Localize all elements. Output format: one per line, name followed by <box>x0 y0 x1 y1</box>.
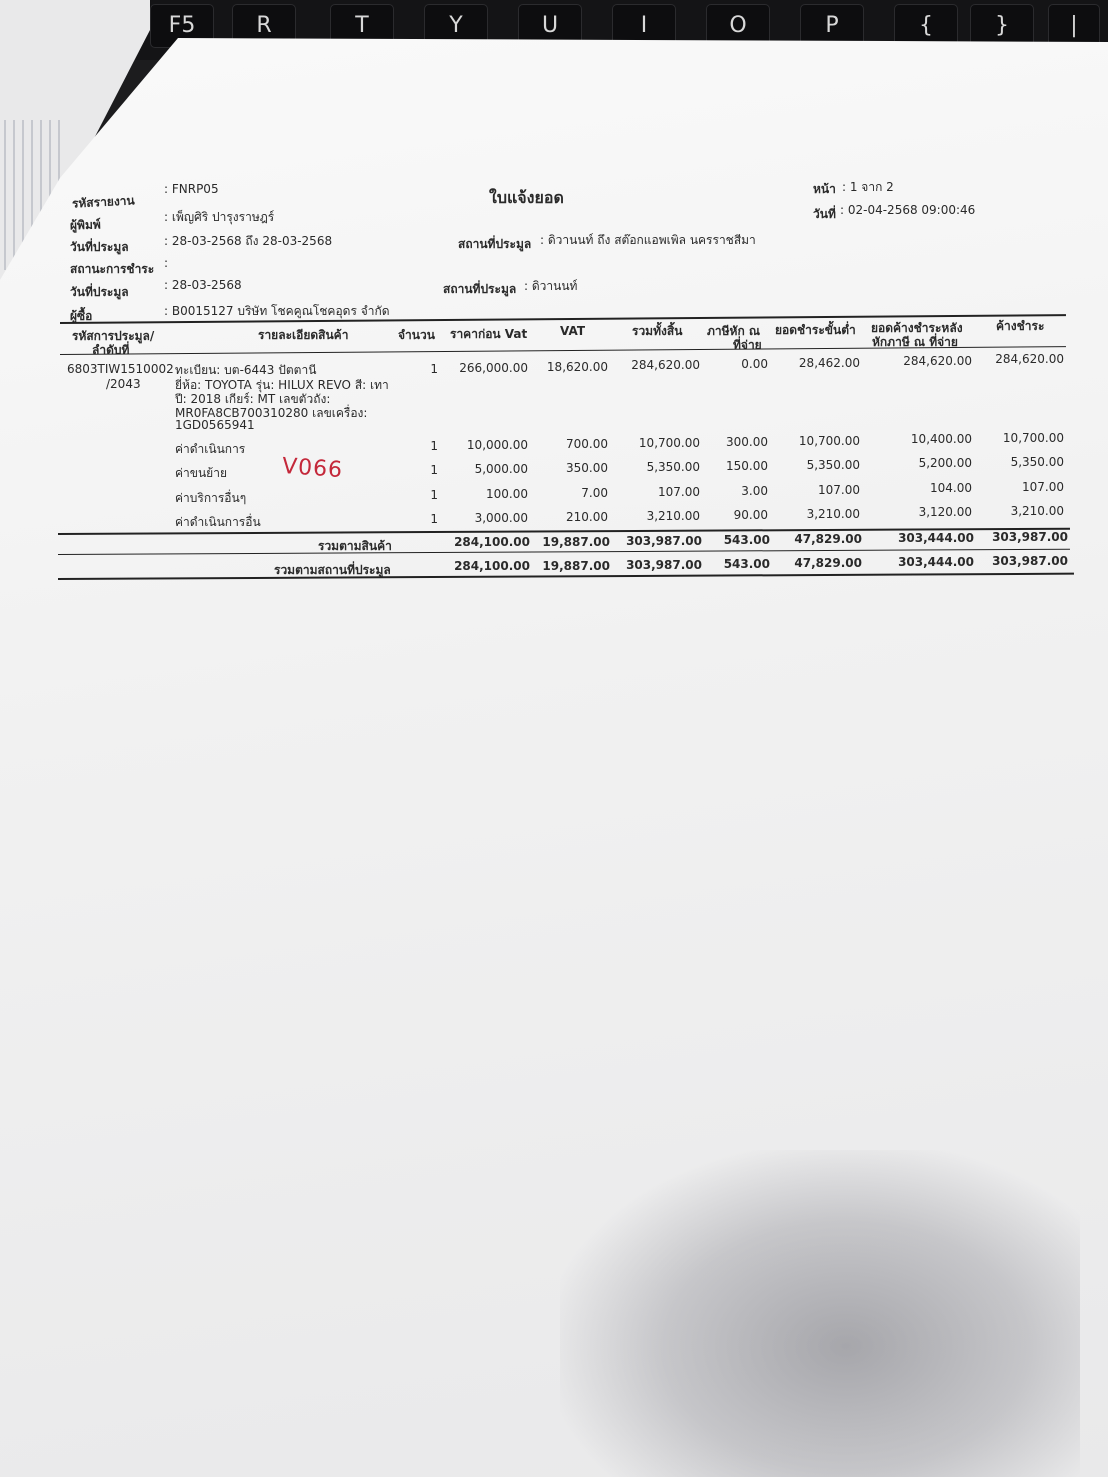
label-payment-status: สถานะการชำระ <box>70 262 155 276</box>
document-title: ใบแจ้งยอด <box>489 188 564 207</box>
label-report-code: รหัสรายงาน <box>71 193 136 211</box>
row-outstanding: 284,620.00 <box>995 352 1064 366</box>
vehicle-chassis: MR0FA8CB700310280 เลขเครื่อง: <box>175 406 368 420</box>
subtotal-venue-outstanding: 303,987.00 <box>992 554 1068 568</box>
row-balance-after: 284,620.00 <box>903 354 972 368</box>
row-min-payment: 10,700.00 <box>798 434 860 448</box>
lot-seq: /2043 <box>106 377 141 391</box>
vehicle-engine: 1GD0565941 <box>175 418 255 432</box>
table-bottom-rule <box>58 573 1074 580</box>
subtotal-product-label: รวมตามสินค้า <box>318 539 392 553</box>
row-total: 3,210.00 <box>646 509 700 523</box>
value-buyer: : B0015127 บริษัท โชคคูณโชคอุดร จำกัด <box>164 304 390 318</box>
row-quantity: 1 <box>430 463 438 477</box>
keyboard-key: } <box>970 4 1034 48</box>
subtotal-venue-total: 303,987.00 <box>626 558 702 572</box>
vehicle-year-gear: ปี: 2018 เกียร์: MT เลขตัวถัง: <box>175 392 331 406</box>
value-venue-range: : ดิวานนท์ ถึง สต๊อกแอพเพิล นครราชสีมา <box>540 233 756 247</box>
keyboard-key: | <box>1048 4 1100 48</box>
row-outstanding: 107.00 <box>1022 480 1064 494</box>
row-quantity: 1 <box>430 512 438 526</box>
header-pre-vat: ราคาก่อน Vat <box>450 327 528 341</box>
row-outstanding: 10,700.00 <box>1002 431 1064 445</box>
subtotal-product-total: 303,987.00 <box>626 534 702 548</box>
row-outstanding: 5,350.00 <box>1010 455 1064 469</box>
vehicle-registration: ทะเบียน: บต-6443 ปัตตานี <box>175 363 317 377</box>
lot-code: 6803TIW1510002 <box>67 362 174 376</box>
subtotal-venue-withholding: 543.00 <box>723 557 770 571</box>
row-min-payment: 107.00 <box>818 483 860 497</box>
row-vat: 700.00 <box>566 437 608 451</box>
subtotal-product-outstanding: 303,987.00 <box>992 530 1068 544</box>
subtotal-venue-min-payment: 47,829.00 <box>794 556 862 570</box>
row-withholding: 3.00 <box>741 484 768 498</box>
value-venue: : ดิวานนท์ <box>524 279 578 293</box>
subtotal-venue-vat: 19,887.00 <box>542 559 610 573</box>
row-total: 5,350.00 <box>646 460 700 474</box>
row-total: 10,700.00 <box>638 436 700 450</box>
subtotal-venue-pre-vat: 284,100.00 <box>454 559 530 573</box>
row-pre-vat: 10,000.00 <box>466 438 528 452</box>
header-lot-code: รหัสการประมูล/ <box>72 329 155 343</box>
value-report-code: : FNRP05 <box>164 182 219 196</box>
value-print-date: : 02-04-2568 09:00:46 <box>840 203 976 217</box>
row-description: ค่าบริการอื่นๆ <box>175 491 247 505</box>
row-quantity: 1 <box>430 488 438 502</box>
keyboard-key: Y <box>424 4 488 48</box>
row-vat: 7.00 <box>581 486 608 500</box>
subtotal-product-min-payment: 47,829.00 <box>794 532 862 546</box>
row-pre-vat: 266,000.00 <box>459 361 528 375</box>
keyboard-key: O <box>706 4 770 48</box>
row-withholding: 0.00 <box>741 357 768 371</box>
keyboard-key: I <box>612 4 676 48</box>
subtotal-product-pre-vat: 284,100.00 <box>454 535 530 549</box>
row-quantity: 1 <box>430 362 438 376</box>
row-quantity: 1 <box>430 439 438 453</box>
row-pre-vat: 5,000.00 <box>474 462 528 476</box>
row-balance-after: 10,400.00 <box>910 432 972 446</box>
label-auction-date-range: วันที่ประมูล <box>70 240 129 254</box>
row-vat: 18,620.00 <box>546 360 608 374</box>
row-outstanding: 3,210.00 <box>1010 504 1064 518</box>
value-payment-status: : <box>164 256 169 270</box>
label-print-date: วันที่ <box>813 207 836 221</box>
label-auction-date: วันที่ประมูล <box>70 285 129 299</box>
row-description: ค่าดำเนินการ <box>175 442 246 456</box>
header-minimum-payment: ยอดชำระขั้นต่ำ <box>775 323 856 337</box>
subtotal-product-balance-after: 303,444.00 <box>898 531 974 545</box>
keyboard-key: U <box>518 4 582 48</box>
keyboard-key: F5 <box>150 4 214 48</box>
value-auction-date-range: : 28-03-2568 ถึง 28-03-2568 <box>164 234 333 248</box>
value-page: : 1 จาก 2 <box>842 180 894 194</box>
row-vat: 350.00 <box>566 461 608 475</box>
row-description: ค่าขนย้าย <box>175 466 227 480</box>
row-withholding: 300.00 <box>726 435 768 449</box>
row-pre-vat: 3,000.00 <box>474 511 528 525</box>
row-withholding: 90.00 <box>733 508 768 522</box>
header-quantity: จำนวน <box>398 328 435 342</box>
keyboard-key: R <box>232 4 296 48</box>
subtotal-product-vat: 19,887.00 <box>542 535 610 549</box>
header-balance-after-tax-2: หักภาษี ณ ที่จ่าย <box>872 335 958 349</box>
row-withholding: 150.00 <box>726 459 768 473</box>
label-buyer: ผู้ซื้อ <box>70 309 93 323</box>
row-balance-after: 104.00 <box>930 481 972 495</box>
row-vat: 210.00 <box>566 510 608 524</box>
row-total: 284,620.00 <box>631 358 700 372</box>
row-balance-after: 5,200.00 <box>918 456 972 470</box>
header-outstanding: ค้างชำระ <box>996 319 1045 333</box>
value-printer: : เพ็ญศิริ ปารุงราษฎร์ <box>164 210 275 224</box>
label-venue: สถานที่ประมูล <box>443 282 517 296</box>
row-balance-after: 3,120.00 <box>918 505 972 519</box>
handwritten-note: V066 <box>281 453 344 484</box>
label-page: หน้า <box>813 182 836 196</box>
label-printer: ผู้พิมพ์ <box>69 217 101 233</box>
header-withholding-tax: ภาษีหัก ณ <box>707 324 761 338</box>
subtotal-venue-label: รวมตามสถานที่ประมูล <box>274 563 391 577</box>
row-description: ค่าดำเนินการอื่น <box>175 515 261 529</box>
keyboard-key: T <box>330 4 394 48</box>
header-description: รายละเอียดสินค้า <box>258 328 349 342</box>
label-venue-range: สถานที่ประมูล <box>458 237 532 251</box>
row-min-payment: 3,210.00 <box>806 507 860 521</box>
header-total: รวมทั้งสิ้น <box>632 324 683 338</box>
header-lot-seq: ลำดับที่ <box>92 343 130 357</box>
row-total: 107.00 <box>658 485 700 499</box>
value-auction-date: : 28-03-2568 <box>164 278 242 292</box>
keyboard-key: P <box>800 4 864 48</box>
header-vat: VAT <box>560 324 586 338</box>
row-pre-vat: 100.00 <box>486 487 528 501</box>
vehicle-brand-model: ยี่ห้อ: TOYOTA รุ่น: HILUX REVO สี: เทา <box>175 378 389 392</box>
keyboard-key: { <box>894 4 958 48</box>
header-withholding-tax-2: ที่จ่าย <box>733 338 762 352</box>
subtotal-product-withholding: 543.00 <box>723 533 770 547</box>
row-min-payment: 5,350.00 <box>806 458 860 472</box>
header-balance-after-tax: ยอดค้างชำระหลัง <box>871 321 963 335</box>
subtotal-venue-balance-after: 303,444.00 <box>898 555 974 569</box>
row-min-payment: 28,462.00 <box>798 356 860 370</box>
